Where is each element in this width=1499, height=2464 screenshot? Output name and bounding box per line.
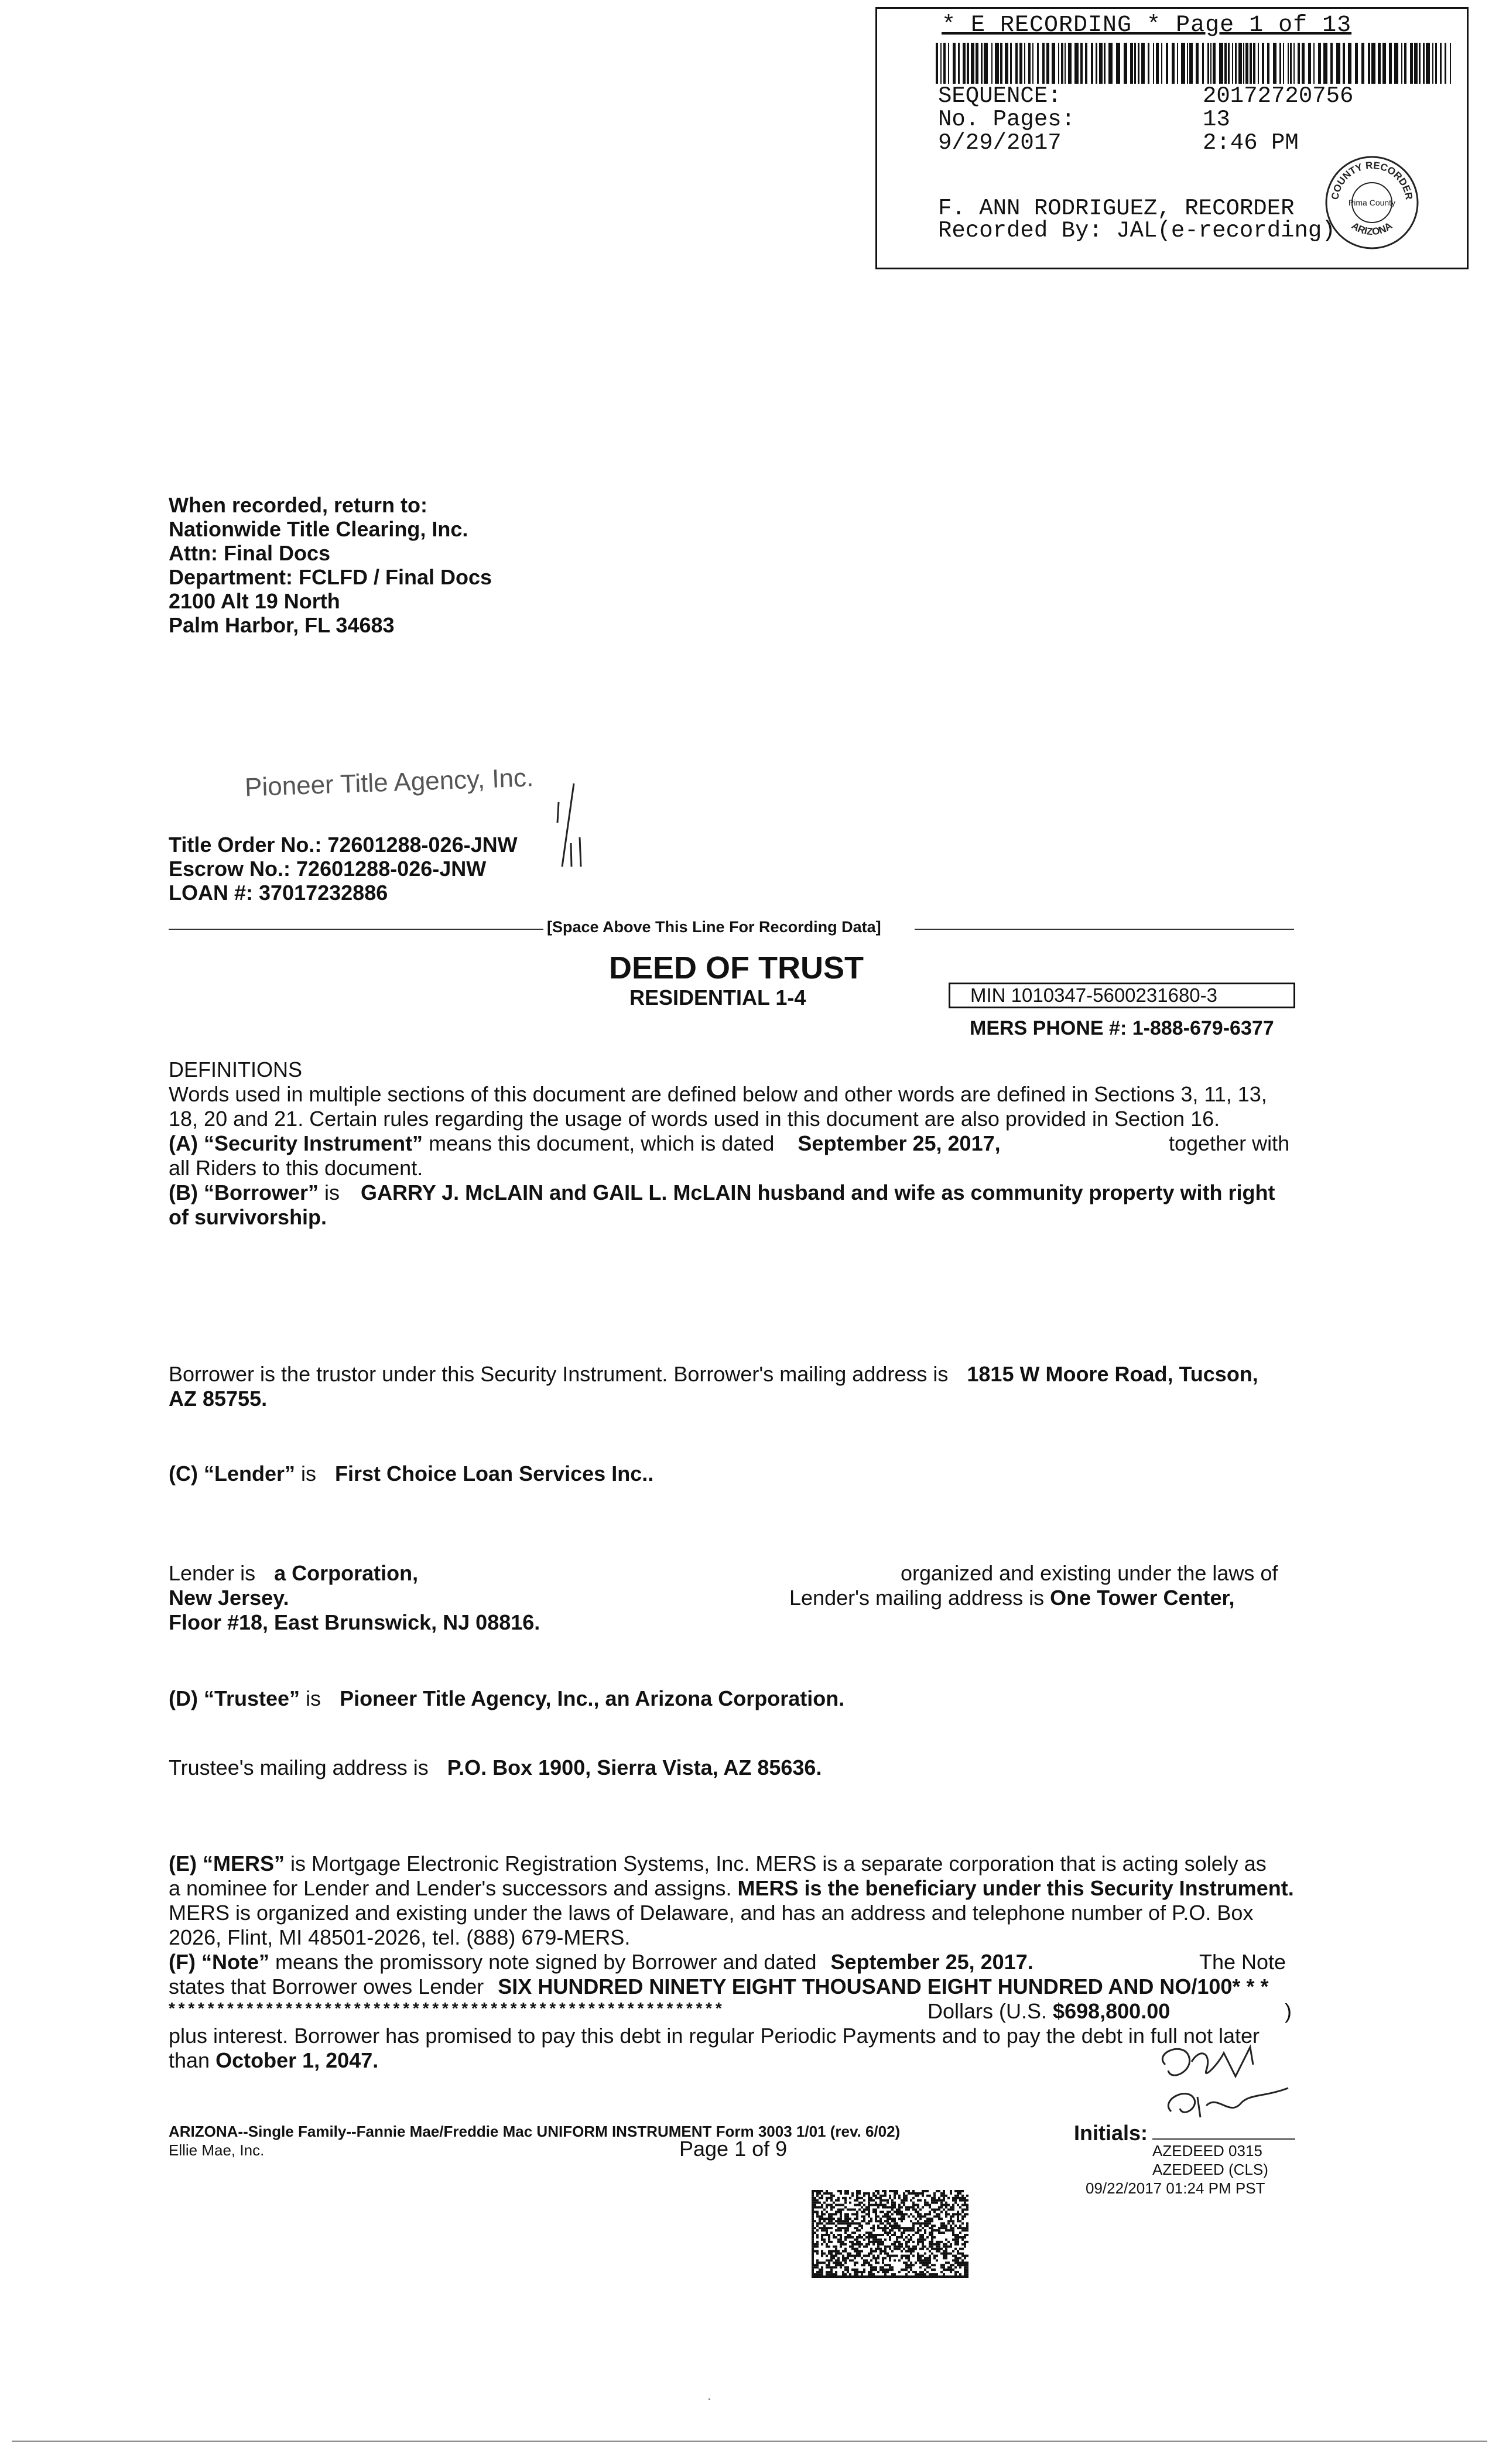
svg-text:COUNTY RECORDER [1329,160,1415,201]
county-seal-icon [1323,154,1421,251]
min-box [949,983,1295,1008]
seal-bottom-text: ARIZONA [1349,220,1395,238]
lender-organized: organized and existing under the laws of [901,1561,1278,1585]
lender-address-2: Floor #18, East Brunswick, NJ 08816. [169,1610,540,1634]
note-amount-words: SIX HUNDRED NINETY EIGHT THOUSAND EIGHT HUNDRED AND NO/100* * * [498,1974,1269,1998]
def-e-text: a nominee for Lender and Lender's successors and assigns. [169,1876,732,1900]
initials-line [1152,2138,1295,2140]
pages-label: No. Pages: [938,107,1076,132]
return-to-line: Palm Harbor, FL 34683 [169,613,395,637]
return-to-line: Nationwide Title Clearing, Inc. [169,517,468,541]
def-e-text: MERS is organized and existing under the laws of Delaware, and has an address and telephone number of P.O. Box [169,1901,1254,1925]
footer-initials-label: Initials: [1074,2121,1148,2145]
datamatrix-barcode-icon [812,2190,968,2278]
definitions-intro-line: Words used in multiple sections of this document are defined below and other words are defined in Sections 3, 11, 13, [169,1082,1267,1106]
def-a-tail: together with [1169,1131,1290,1155]
return-to-line: Department: FCLFD / Final Docs [169,565,492,589]
note-dollars-paren: ) [1285,1999,1292,2023]
note-dollars-label: Dollars (U.S. [928,1999,1048,2023]
footer-timestamp: 09/22/2017 01:24 PM PST [1086,2179,1265,2197]
space-above-label: [Space Above This Line For Recording Data] [547,918,881,936]
definitions-intro [169,1082,1310,1131]
footer-code-2: AZEDEED (CLS) [1152,2161,1268,2178]
def-f-label: (F) “Note” [169,1950,269,1974]
def-e-block [169,1852,1310,1950]
recording-divider-right [915,929,1294,930]
def-f-plus: plus interest. Borrower has promised to pay this debt in regular Periodic Payments and to pay the debt in full not later [169,2024,1260,2048]
min-number: MIN 1010347-5600231680-3 [970,984,1217,1006]
sequence-label: SEQUENCE: [938,83,1062,109]
def-e-text: 2026, Flint, MI 48501-2026, tel. (888) 679-MERS. [169,1925,631,1949]
def-b-label: (B) “Borrower” [169,1180,319,1204]
recorder-name: F. ANN RODRIGUEZ, RECORDER [938,196,1295,221]
recording-time: 2:46 PM [1203,130,1299,156]
footer-code-1: AZEDEED 0315 [1152,2142,1262,2160]
stamp-header: * E RECORDING * Page 1 of 13 [942,12,1352,39]
def-a-date: September 25, 2017, [798,1131,1001,1155]
def-f-maturity-line [169,2048,378,2073]
lender-address-1: One Tower Center, [1050,1586,1235,1610]
def-d-line [169,1686,844,1711]
lender-type: a Corporation, [274,1561,419,1585]
def-a-line2: all Riders to this document. [169,1156,423,1180]
lender-name: First Choice Loan Services Inc.. [335,1462,654,1486]
def-b-line [169,1180,1275,1205]
page-bottom-edge [12,2441,1487,2442]
lender-mailing-label: Lender's mailing address is [789,1586,1045,1610]
def-f-than: than [169,2048,210,2072]
seal-top-text: COUNTY RECORDER [1329,159,1415,201]
maturity-date: October 1, 2047. [215,2048,379,2072]
return-to-block [169,493,492,637]
def-d-is: is [306,1686,321,1710]
agency-stamp: Pioneer Title Agency, Inc. [244,763,534,802]
footer-page: Page 1 of 9 [679,2137,788,2161]
def-b-trustor-text: Borrower is the trustor under this Security Instrument. Borrower's mailing address is [169,1362,949,1386]
lender-mailing-line [789,1586,1235,1610]
return-to-line: Attn: Final Docs [169,541,330,565]
recording-date: 9/29/2017 [938,130,1062,156]
recording-divider-left [169,929,543,930]
def-f-owes-line [169,1974,1268,1999]
definitions-intro-line: 18, 20 and 21. Certain rules regarding the usage of words used in this document are also provided in Section 16. [169,1107,1220,1131]
def-b-value-2: of survivorship. [169,1205,327,1229]
doc-subtitle: RESIDENTIAL 1-4 [629,985,806,1009]
def-a-line [169,1131,1001,1156]
trustee-mailing-line [169,1755,822,1780]
def-f-line [169,1950,1033,1974]
lender-is-label: Lender is [169,1561,256,1585]
def-b-value: GARRY J. McLAIN and GAIL L. McLAIN husband and wife as community property with right [361,1180,1275,1204]
def-d-label: (D) “Trustee” [169,1686,300,1710]
def-a-text: means this document, which is dated [429,1131,775,1155]
seal-center-text: Pima County [1348,198,1396,207]
trustee-address: P.O. Box 1900, Sierra Vista, AZ 85636. [447,1755,822,1779]
scan-speck [709,2398,710,2400]
mers-beneficiary: MERS is the beneficiary under this Security Instrument. [737,1876,1294,1900]
footer-form: ARIZONA--Single Family--Fannie Mae/Freddie Mac UNIFORM INSTRUMENT Form 3003 1/01 (rev. 6/02) [169,2123,901,2140]
def-c-is: is [301,1462,317,1486]
recorded-by: Recorded By: JAL(e-recording) [938,218,1336,244]
trustee-mailing-label: Trustee's mailing address is [169,1755,429,1779]
agency-initial-mark [550,779,586,878]
recording-stamp [875,7,1469,269]
note-dollars-line [928,1999,1170,2024]
def-c-line [169,1462,653,1486]
def-b-trustor-line [169,1362,1258,1387]
borrower-address-2: AZ 85755. [169,1387,268,1411]
def-a-label: (A) “Security Instrument” [169,1131,423,1155]
trustee-name: Pioneer Title Agency, Inc., an Arizona Corporation. [340,1686,845,1710]
return-to-line: When recorded, return to: [169,493,428,517]
note-amount: $698,800.00 [1053,1999,1171,2023]
def-f-owes: states that Borrower owes Lender [169,1974,484,1998]
return-to-line: 2100 Alt 19 North [169,589,340,613]
loan-no: LOAN #: 37017232886 [169,881,388,905]
def-f-tail: The Note [1199,1950,1286,1974]
order-numbers-block [169,833,518,905]
sequence-value: 20172720756 [1203,83,1354,109]
def-c-label: (C) “Lender” [169,1462,295,1486]
borrower-initials-signature [1148,2030,1300,2129]
borrower-address: 1815 W Moore Road, Tucson, [967,1362,1258,1386]
lender-is-line [169,1561,418,1586]
lender-state: New Jersey. [169,1586,289,1610]
title-order-no: Title Order No.: 72601288-026-JNW [169,833,518,857]
recording-barcode [936,43,1451,84]
note-amount-stars: * * * * * * * * * * * * * * * * * * * * * * * * * * * * * * * * * * * * * * * * * * * * * * * * * * * * * * * * * [169,1999,721,2017]
def-e-text: is Mortgage Electronic Registration Systems, Inc. MERS is a separate corporation that is acting solely as [290,1852,1267,1876]
definitions-heading: DEFINITIONS [169,1058,303,1082]
escrow-no: Escrow No.: 72601288-026-JNW [169,857,487,881]
def-b-is: is [324,1180,340,1204]
pages-value: 13 [1203,107,1230,132]
mers-phone: MERS PHONE #: 1-888-679-6377 [970,1017,1274,1039]
def-f-text: means the promissory note signed by Borrower and dated [275,1950,817,1974]
footer-vendor: Ellie Mae, Inc. [169,2141,265,2159]
def-e-label: (E) “MERS” [169,1852,285,1876]
doc-title: DEED OF TRUST [609,950,864,985]
note-date: September 25, 2017. [830,1950,1033,1974]
